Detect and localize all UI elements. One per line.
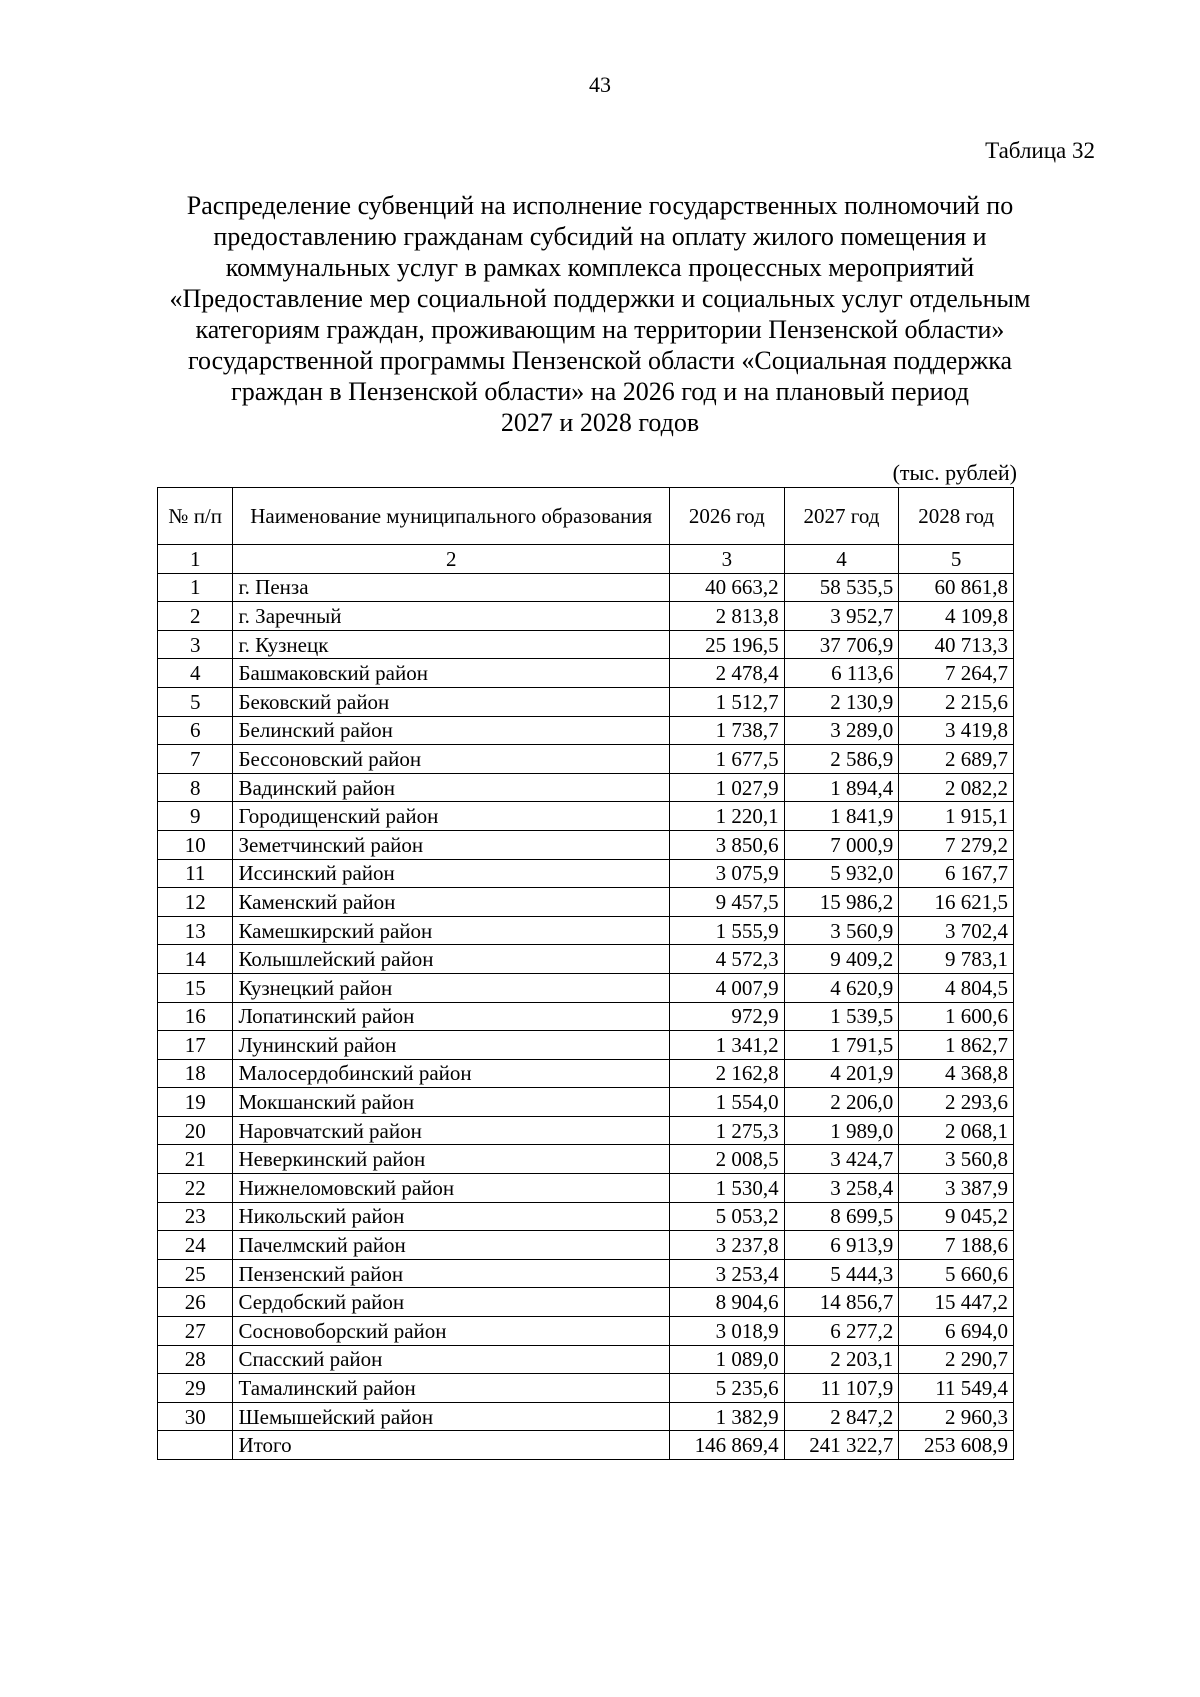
municipality-name: Камешкирский район [233, 916, 670, 945]
value-2028: 40 713,3 [899, 630, 1014, 659]
value-2026: 40 663,2 [669, 573, 784, 602]
row-number: 3 [158, 630, 233, 659]
table-row [158, 1088, 1014, 1117]
table-row [158, 1374, 1014, 1403]
municipality-name: Мокшанский район [233, 1088, 670, 1117]
row-number: 25 [158, 1259, 233, 1288]
value-2028: 6 694,0 [899, 1317, 1014, 1346]
value-2028: 2 082,2 [899, 773, 1014, 802]
municipality-name: Иссинский район [233, 859, 670, 888]
value-2028: 2 689,7 [899, 745, 1014, 774]
value-2027: 3 258,4 [784, 1174, 899, 1203]
value-2028: 2 290,7 [899, 1345, 1014, 1374]
row-number: 28 [158, 1345, 233, 1374]
table-row [158, 1174, 1014, 1203]
row-number: 12 [158, 888, 233, 917]
value-2027: 3 560,9 [784, 916, 899, 945]
value-2028: 11 549,4 [899, 1374, 1014, 1403]
table-number: Таблица 32 [985, 138, 1095, 163]
municipality-name: Колышлейский район [233, 945, 670, 974]
value-2027: 6 113,6 [784, 659, 899, 688]
table-row [158, 1145, 1014, 1174]
value-2027: 2 586,9 [784, 745, 899, 774]
municipality-name: Тамалинский район [233, 1374, 670, 1403]
municipality-name: Белинский район [233, 716, 670, 745]
municipality-name: Малосердобинский район [233, 1059, 670, 1088]
municipality-name: Пензенский район [233, 1259, 670, 1288]
table-header-row [158, 488, 1014, 545]
value-2027: 11 107,9 [784, 1374, 899, 1403]
value-2027: 58 535,5 [784, 573, 899, 602]
row-number: 20 [158, 1116, 233, 1145]
value-2026: 2 162,8 [669, 1059, 784, 1088]
table-row [158, 888, 1014, 917]
value-2028: 1 600,6 [899, 1002, 1014, 1031]
value-2027: 5 932,0 [784, 859, 899, 888]
table-row [158, 1231, 1014, 1260]
value-2028: 4 109,8 [899, 602, 1014, 631]
municipality-name: г. Пенза [233, 573, 670, 602]
table-row [158, 1116, 1014, 1145]
table-row [158, 1259, 1014, 1288]
municipality-name: Бековский район [233, 687, 670, 716]
row-number: 21 [158, 1145, 233, 1174]
municipality-name: Наровчатский район [233, 1116, 670, 1145]
value-2026: 3 237,8 [669, 1231, 784, 1260]
value-2026: 9 457,5 [669, 888, 784, 917]
column-index-row [158, 545, 1014, 574]
value-2028: 2 293,6 [899, 1088, 1014, 1117]
municipality-name: Каменский район [233, 888, 670, 917]
value-2027: 9 409,2 [784, 945, 899, 974]
table-row [158, 1002, 1014, 1031]
value-2027: 4 201,9 [784, 1059, 899, 1088]
row-number: 4 [158, 659, 233, 688]
value-2028: 5 660,6 [899, 1259, 1014, 1288]
value-2026: 1 089,0 [669, 1345, 784, 1374]
value-2027: 2 206,0 [784, 1088, 899, 1117]
row-number: 11 [158, 859, 233, 888]
value-2028: 2 960,3 [899, 1402, 1014, 1431]
value-2026: 1 220,1 [669, 802, 784, 831]
row-number: 14 [158, 945, 233, 974]
value-2027: 15 986,2 [784, 888, 899, 917]
table-row [158, 716, 1014, 745]
value-2028: 9 045,2 [899, 1202, 1014, 1231]
value-2026: 3 018,9 [669, 1317, 784, 1346]
table-row [158, 573, 1014, 602]
table-row [158, 1317, 1014, 1346]
title-line: коммунальных услуг в рамках комплекса процессных мероприятий [225, 253, 975, 282]
value-2027: 1 791,5 [784, 1031, 899, 1060]
total-2027: 241 322,7 [784, 1431, 899, 1460]
subvention-table [157, 487, 1014, 1460]
table-row [158, 630, 1014, 659]
value-2026: 1 738,7 [669, 716, 784, 745]
total-number-cell [158, 1431, 233, 1460]
municipality-name: Спасский район [233, 1345, 670, 1374]
table-row [158, 1202, 1014, 1231]
total-2026: 146 869,4 [669, 1431, 784, 1460]
table-row [158, 973, 1014, 1002]
value-2028: 7 264,7 [899, 659, 1014, 688]
table-row [158, 1031, 1014, 1060]
row-number: 17 [158, 1031, 233, 1060]
value-2028: 16 621,5 [899, 888, 1014, 917]
table-row [158, 802, 1014, 831]
total-label: Итого [233, 1431, 670, 1460]
table-row [158, 1345, 1014, 1374]
column-index: 3 [669, 545, 784, 574]
table-row [158, 745, 1014, 774]
value-2026: 1 555,9 [669, 916, 784, 945]
value-2027: 8 699,5 [784, 1202, 899, 1231]
municipality-name: г. Заречный [233, 602, 670, 631]
header-2026: 2026 год [669, 488, 784, 545]
value-2028: 6 167,7 [899, 859, 1014, 888]
value-2028: 3 387,9 [899, 1174, 1014, 1203]
table-row [158, 916, 1014, 945]
table-row [158, 659, 1014, 688]
value-2026: 1 512,7 [669, 687, 784, 716]
value-2027: 14 856,7 [784, 1288, 899, 1317]
value-2028: 1 915,1 [899, 802, 1014, 831]
document-title [120, 190, 1080, 438]
municipality-name: Башмаковский район [233, 659, 670, 688]
municipality-name: Земетчинский район [233, 830, 670, 859]
municipality-name: Лопатинский район [233, 1002, 670, 1031]
value-2026: 25 196,5 [669, 630, 784, 659]
column-index: 5 [899, 545, 1014, 574]
value-2028: 4 804,5 [899, 973, 1014, 1002]
value-2026: 5 235,6 [669, 1374, 784, 1403]
value-2028: 2 215,6 [899, 687, 1014, 716]
column-index: 1 [158, 545, 233, 574]
value-2027: 3 289,0 [784, 716, 899, 745]
header-2028: 2028 год [899, 488, 1014, 545]
value-2027: 1 539,5 [784, 1002, 899, 1031]
total-row [158, 1431, 1014, 1460]
row-number: 13 [158, 916, 233, 945]
row-number: 2 [158, 602, 233, 631]
municipality-name: Шемышейский район [233, 1402, 670, 1431]
value-2026: 972,9 [669, 1002, 784, 1031]
value-2028: 60 861,8 [899, 573, 1014, 602]
value-2026: 2 478,4 [669, 659, 784, 688]
row-number: 7 [158, 745, 233, 774]
value-2027: 3 424,7 [784, 1145, 899, 1174]
value-2028: 3 702,4 [899, 916, 1014, 945]
table-row [158, 602, 1014, 631]
row-number: 24 [158, 1231, 233, 1260]
value-2026: 1 530,4 [669, 1174, 784, 1203]
table-row [158, 687, 1014, 716]
value-2027: 2 203,1 [784, 1345, 899, 1374]
value-2028: 9 783,1 [899, 945, 1014, 974]
value-2027: 6 277,2 [784, 1317, 899, 1346]
municipality-name: Никольский район [233, 1202, 670, 1231]
total-2028: 253 608,9 [899, 1431, 1014, 1460]
value-2028: 2 068,1 [899, 1116, 1014, 1145]
value-2027: 37 706,9 [784, 630, 899, 659]
value-2027: 1 841,9 [784, 802, 899, 831]
table-row [158, 1288, 1014, 1317]
row-number: 5 [158, 687, 233, 716]
title-line: «Предоставление мер социальной поддержки и социальных услуг отдельным [169, 284, 1031, 313]
page-number: 43 [589, 72, 611, 97]
row-number: 30 [158, 1402, 233, 1431]
value-2026: 3 850,6 [669, 830, 784, 859]
value-2026: 1 382,9 [669, 1402, 784, 1431]
value-2027: 1 989,0 [784, 1116, 899, 1145]
value-2027: 3 952,7 [784, 602, 899, 631]
value-2026: 2 813,8 [669, 602, 784, 631]
row-number: 22 [158, 1174, 233, 1203]
value-2026: 2 008,5 [669, 1145, 784, 1174]
value-2028: 7 188,6 [899, 1231, 1014, 1260]
value-2027: 1 894,4 [784, 773, 899, 802]
table-row [158, 859, 1014, 888]
municipality-name: г. Кузнецк [233, 630, 670, 659]
row-number: 27 [158, 1317, 233, 1346]
row-number: 1 [158, 573, 233, 602]
table-row [158, 945, 1014, 974]
municipality-name: Пачелмский район [233, 1231, 670, 1260]
value-2026: 8 904,6 [669, 1288, 784, 1317]
municipality-name: Вадинский район [233, 773, 670, 802]
value-2026: 1 341,2 [669, 1031, 784, 1060]
municipality-name: Сосновоборский район [233, 1317, 670, 1346]
municipality-name: Лунинский район [233, 1031, 670, 1060]
value-2027: 2 847,2 [784, 1402, 899, 1431]
value-2026: 1 554,0 [669, 1088, 784, 1117]
title-line: граждан в Пензенской области» на 2026 год и на плановый период [231, 377, 969, 406]
row-number: 29 [158, 1374, 233, 1403]
municipality-name: Сердобский район [233, 1288, 670, 1317]
row-number: 6 [158, 716, 233, 745]
value-2028: 7 279,2 [899, 830, 1014, 859]
header-2027: 2027 год [784, 488, 899, 545]
header-municipality: Наименование муниципального образования [233, 488, 670, 545]
value-2026: 3 075,9 [669, 859, 784, 888]
table-body [158, 573, 1014, 1431]
municipality-name: Кузнецкий район [233, 973, 670, 1002]
value-2026: 1 275,3 [669, 1116, 784, 1145]
row-number: 10 [158, 830, 233, 859]
header-number: № п/п [158, 488, 233, 545]
value-2027: 7 000,9 [784, 830, 899, 859]
value-2027: 4 620,9 [784, 973, 899, 1002]
value-2026: 4 572,3 [669, 945, 784, 974]
title-line: предоставлению гражданам субсидий на оплату жилого помещения и [213, 222, 987, 251]
title-line: 2027 и 2028 годов [500, 408, 700, 437]
value-2026: 4 007,9 [669, 973, 784, 1002]
value-2026: 5 053,2 [669, 1202, 784, 1231]
value-2027: 2 130,9 [784, 687, 899, 716]
municipality-name: Городищенский район [233, 802, 670, 831]
value-2026: 3 253,4 [669, 1259, 784, 1288]
municipality-name: Нижнеломовский район [233, 1174, 670, 1203]
row-number: 23 [158, 1202, 233, 1231]
row-number: 8 [158, 773, 233, 802]
table-row [158, 1402, 1014, 1431]
value-2027: 6 913,9 [784, 1231, 899, 1260]
value-2027: 5 444,3 [784, 1259, 899, 1288]
row-number: 16 [158, 1002, 233, 1031]
row-number: 26 [158, 1288, 233, 1317]
value-2028: 4 368,8 [899, 1059, 1014, 1088]
value-2026: 1 027,9 [669, 773, 784, 802]
value-2028: 15 447,2 [899, 1288, 1014, 1317]
units-label: (тыс. рублей) [892, 460, 1017, 485]
column-index: 2 [233, 545, 670, 574]
value-2026: 1 677,5 [669, 745, 784, 774]
table-row [158, 830, 1014, 859]
title-line: Распределение субвенций на исполнение государственных полномочий по [186, 191, 1014, 220]
value-2028: 3 419,8 [899, 716, 1014, 745]
value-2028: 3 560,8 [899, 1145, 1014, 1174]
row-number: 19 [158, 1088, 233, 1117]
row-number: 15 [158, 973, 233, 1002]
value-2028: 1 862,7 [899, 1031, 1014, 1060]
table-row [158, 1059, 1014, 1088]
table-row [158, 773, 1014, 802]
column-index: 4 [784, 545, 899, 574]
municipality-name: Бессоновский район [233, 745, 670, 774]
row-number: 9 [158, 802, 233, 831]
title-line: категориям граждан, проживающим на территории Пензенской области» [195, 315, 1005, 344]
row-number: 18 [158, 1059, 233, 1088]
municipality-name: Неверкинский район [233, 1145, 670, 1174]
title-line: государственной программы Пензенской области «Социальная поддержка [187, 346, 1012, 375]
